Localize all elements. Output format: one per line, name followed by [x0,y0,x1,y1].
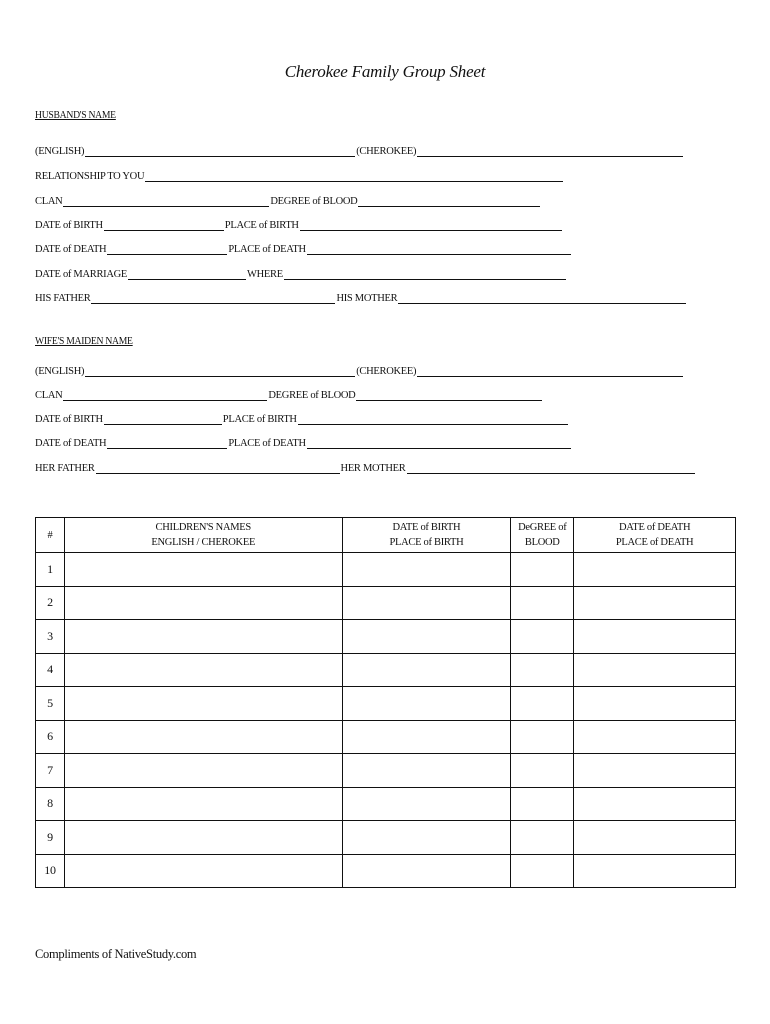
child-name-cell[interactable] [64,821,342,855]
header-death [574,518,736,553]
his-father-field[interactable] [91,294,335,304]
table-row [36,553,736,587]
husband-relationship-row [35,171,564,182]
marriage-date-field[interactable] [128,270,246,280]
husband-clan-row [35,196,541,207]
child-blood-cell[interactable] [511,553,574,587]
child-blood-cell[interactable] [511,854,574,888]
husband-clan-label: CLAN [35,196,63,207]
wife-parents-row [35,463,696,474]
row-number: 5 [36,687,65,721]
husband-section-heading: HUSBAND'S NAME [35,110,116,121]
child-birth-cell[interactable] [342,553,511,587]
wife-clan-label: CLAN [35,390,63,401]
child-birth-cell[interactable] [342,821,511,855]
child-name-cell[interactable] [64,854,342,888]
footer-credit: Compliments of NativeStudy.com [35,947,197,961]
header-names-line1: CHILDREN'S NAMES [155,522,251,533]
husband-dod-field[interactable] [107,245,227,255]
child-death-cell[interactable] [574,586,736,620]
table-row [36,687,736,721]
child-name-cell[interactable] [64,687,342,721]
row-number: 9 [36,821,65,855]
child-birth-cell[interactable] [342,854,511,888]
child-death-cell[interactable] [574,787,736,821]
wife-section-heading: WIFE'S MAIDEN NAME [35,336,133,347]
child-blood-cell[interactable] [511,620,574,654]
header-blood [511,518,574,553]
child-blood-cell[interactable] [511,754,574,788]
header-death-line2: PLACE of DEATH [615,537,694,548]
wife-pod-field[interactable] [307,439,571,449]
husband-relationship-label: RELATIONSHIP TO YOU [35,171,145,182]
husband-death-row [35,244,572,255]
husband-english-label: (ENGLISH) [35,146,85,157]
husband-degree-label: DEGREE of BLOOD [270,196,358,207]
marriage-date-label: DATE of MARRIAGE [35,269,128,280]
child-blood-cell[interactable] [511,720,574,754]
child-death-cell[interactable] [574,754,736,788]
child-birth-cell[interactable] [342,653,511,687]
row-number: 10 [36,854,65,888]
child-blood-cell[interactable] [511,787,574,821]
wife-pod-label: PLACE of DEATH [228,438,306,449]
marriage-where-field[interactable] [284,270,566,280]
husband-english-field[interactable] [85,147,355,157]
marriage-where-label: WHERE [247,269,283,280]
row-number: 8 [36,787,65,821]
table-row [36,821,736,855]
husband-clan-field[interactable] [63,197,269,207]
child-birth-cell[interactable] [342,687,511,721]
table-row [36,653,736,687]
his-mother-field[interactable] [398,294,686,304]
wife-degree-field[interactable] [356,391,542,401]
row-number: 6 [36,720,65,754]
her-father-field[interactable] [96,464,340,474]
wife-clan-row [35,390,543,401]
wife-clan-field[interactable] [63,391,267,401]
child-birth-cell[interactable] [342,586,511,620]
wife-dod-field[interactable] [107,439,227,449]
header-birth-line2: PLACE of BIRTH [389,537,464,548]
table-row [36,720,736,754]
child-death-cell[interactable] [574,553,736,587]
wife-english-field[interactable] [85,367,355,377]
husband-pod-label: PLACE of DEATH [228,244,306,255]
husband-degree-field[interactable] [358,197,540,207]
child-blood-cell[interactable] [511,653,574,687]
wife-name-row [35,366,684,377]
husband-relationship-field[interactable] [145,172,563,182]
table-row [36,854,736,888]
child-birth-cell[interactable] [342,620,511,654]
child-blood-cell[interactable] [511,821,574,855]
her-mother-label: HER MOTHER [340,463,406,474]
wife-death-row [35,438,572,449]
wife-pob-field[interactable] [298,415,568,425]
wife-english-label: (ENGLISH) [35,366,85,377]
child-birth-cell[interactable] [342,754,511,788]
header-birth [342,518,511,553]
child-death-cell[interactable] [574,687,736,721]
child-death-cell[interactable] [574,620,736,654]
wife-dob-field[interactable] [104,415,222,425]
husband-cherokee-field[interactable] [417,147,683,157]
his-father-label: HIS FATHER [35,293,91,304]
marriage-row [35,269,567,280]
child-name-cell[interactable] [64,620,342,654]
child-death-cell[interactable] [574,821,736,855]
child-name-cell[interactable] [64,653,342,687]
wife-cherokee-label: (CHEROKEE) [356,366,417,377]
husband-pob-field[interactable] [300,221,562,231]
child-name-cell[interactable] [64,754,342,788]
child-death-cell[interactable] [574,720,736,754]
child-birth-cell[interactable] [342,787,511,821]
husband-dod-label: DATE of DEATH [35,244,107,255]
row-number: 4 [36,653,65,687]
row-number: 7 [36,754,65,788]
header-num: # [36,518,65,553]
husband-cherokee-label: (CHEROKEE) [356,146,417,157]
header-blood-line2: BLOOD [524,537,560,548]
row-number: 2 [36,586,65,620]
his-mother-label: HIS MOTHER [336,293,398,304]
row-number: 1 [36,553,65,587]
header-names-line2: ENGLISH / CHEROKEE [151,537,256,548]
wife-cherokee-field[interactable] [417,367,683,377]
header-death-line1: DATE of DEATH [618,522,691,533]
wife-dod-label: DATE of DEATH [35,438,107,449]
husband-name-row [35,146,684,157]
child-blood-cell[interactable] [511,687,574,721]
child-name-cell[interactable] [64,787,342,821]
child-birth-cell[interactable] [342,720,511,754]
wife-dob-label: DATE of BIRTH [35,414,103,425]
table-row [36,754,736,788]
child-blood-cell[interactable] [511,586,574,620]
husband-birth-row [35,220,563,231]
table-row [36,787,736,821]
header-blood-line1: DeGREE of [518,522,567,533]
header-birth-line1: DATE of BIRTH [392,522,461,533]
husband-parents-row [35,293,687,304]
row-number: 3 [36,620,65,654]
her-mother-field[interactable] [407,464,695,474]
husband-dob-field[interactable] [104,221,224,231]
wife-degree-label: DEGREE of BLOOD [268,390,356,401]
header-children-names [64,518,342,553]
wife-pob-label: PLACE of BIRTH [222,414,297,425]
child-name-cell[interactable] [64,586,342,620]
child-name-cell[interactable] [64,553,342,587]
husband-pob-label: PLACE of BIRTH [224,220,299,231]
page-title: Cherokee Family Group Sheet [284,62,486,81]
child-death-cell[interactable] [574,854,736,888]
husband-pod-field[interactable] [307,245,571,255]
table-row [36,620,736,654]
her-father-label: HER FATHER [35,463,95,474]
child-death-cell[interactable] [574,653,736,687]
children-table-header [36,518,736,553]
child-name-cell[interactable] [64,720,342,754]
husband-dob-label: DATE of BIRTH [35,220,103,231]
wife-birth-row [35,414,569,425]
children-table [35,517,736,888]
table-row [36,586,736,620]
